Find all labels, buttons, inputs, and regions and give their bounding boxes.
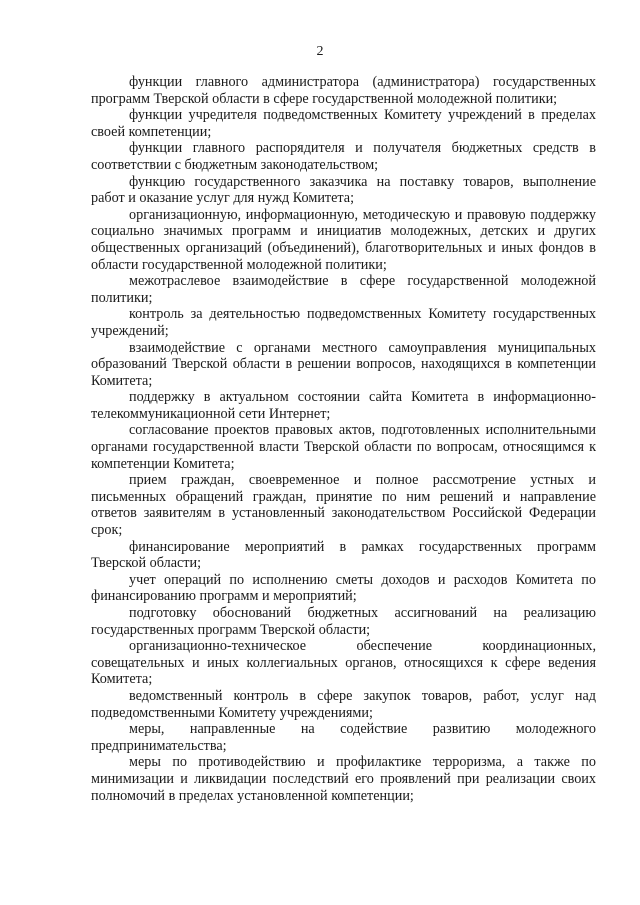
list-item: функции главного администратора (администратора) государственных программ Тверской области в сфере государственной молодежной политики; (91, 74, 596, 107)
document-body (91, 74, 596, 804)
list-item: прием граждан, своевременное и полное рассмотрение устных и письменных обращений граждан, принятие по ним решений и направление ответов заявителям в установленный законодательством Российской Федерации срок; (91, 472, 596, 539)
list-item: контроль за деятельностью подведомственных Комитету государственных учреждений; (91, 306, 596, 339)
list-item: межотраслевое взаимодействие в сфере государственной молодежной политики; (91, 273, 596, 306)
page-number: 2 (316, 44, 324, 59)
list-item: функции учредителя подведомственных Комитету учреждений в пределах своей компетенции; (91, 107, 596, 140)
list-item: ведомственный контроль в сфере закупок товаров, работ, услуг над подведомственными Комитету учреждениями; (91, 687, 596, 721)
list-item: меры по противодействию и профилактике терроризма, а также по минимизации и ликвидации последствий его проявлений при реализации своих полномочий в пределах установленной компетенции; (91, 754, 596, 804)
list-item: учет операций по исполнению сметы доходов и расходов Комитета по финансированию программ и мероприятий; (91, 571, 596, 605)
list-item: взаимодействие с органами местного самоуправления муниципальных образований Тверской области в решении вопросов, находящихся в компетенции Комитета; (91, 339, 596, 389)
list-item: организационно-техническое обеспечение координационных, совещательных и иных коллегиальных органов, относящихся к сфере ведения Комитета; (91, 638, 596, 688)
list-item: согласование проектов правовых актов, подготовленных исполнительными органами государственной власти Тверской области по вопросам, относящимся к компетенции Комитета; (91, 422, 596, 472)
list-item: финансирование мероприятий в рамках государственных программ Тверской области; (91, 538, 596, 572)
list-item: организационную, информационную, методическую и правовую поддержку социально значимых программ и инициатив молодежных, детских и других общественных организаций (объединений), благотворительных и иных фондов в области государственной молодежной политики; (91, 206, 596, 273)
list-item: подготовку обоснований бюджетных ассигнований на реализацию государственных программ Тверской области; (91, 605, 596, 638)
list-item: функцию государственного заказчика на поставку товаров, выполнение работ и оказание услуг для нужд Комитета; (91, 173, 596, 207)
list-item: поддержку в актуальном состоянии сайта Комитета в информационно-телекоммуникационной сети Интернет; (91, 389, 596, 422)
list-item: меры, направленные на содействие развитию молодежного предпринимательства; (91, 721, 596, 754)
list-item: функции главного распорядителя и получателя бюджетных средств в соответствии с бюджетным законодательством; (91, 140, 596, 173)
